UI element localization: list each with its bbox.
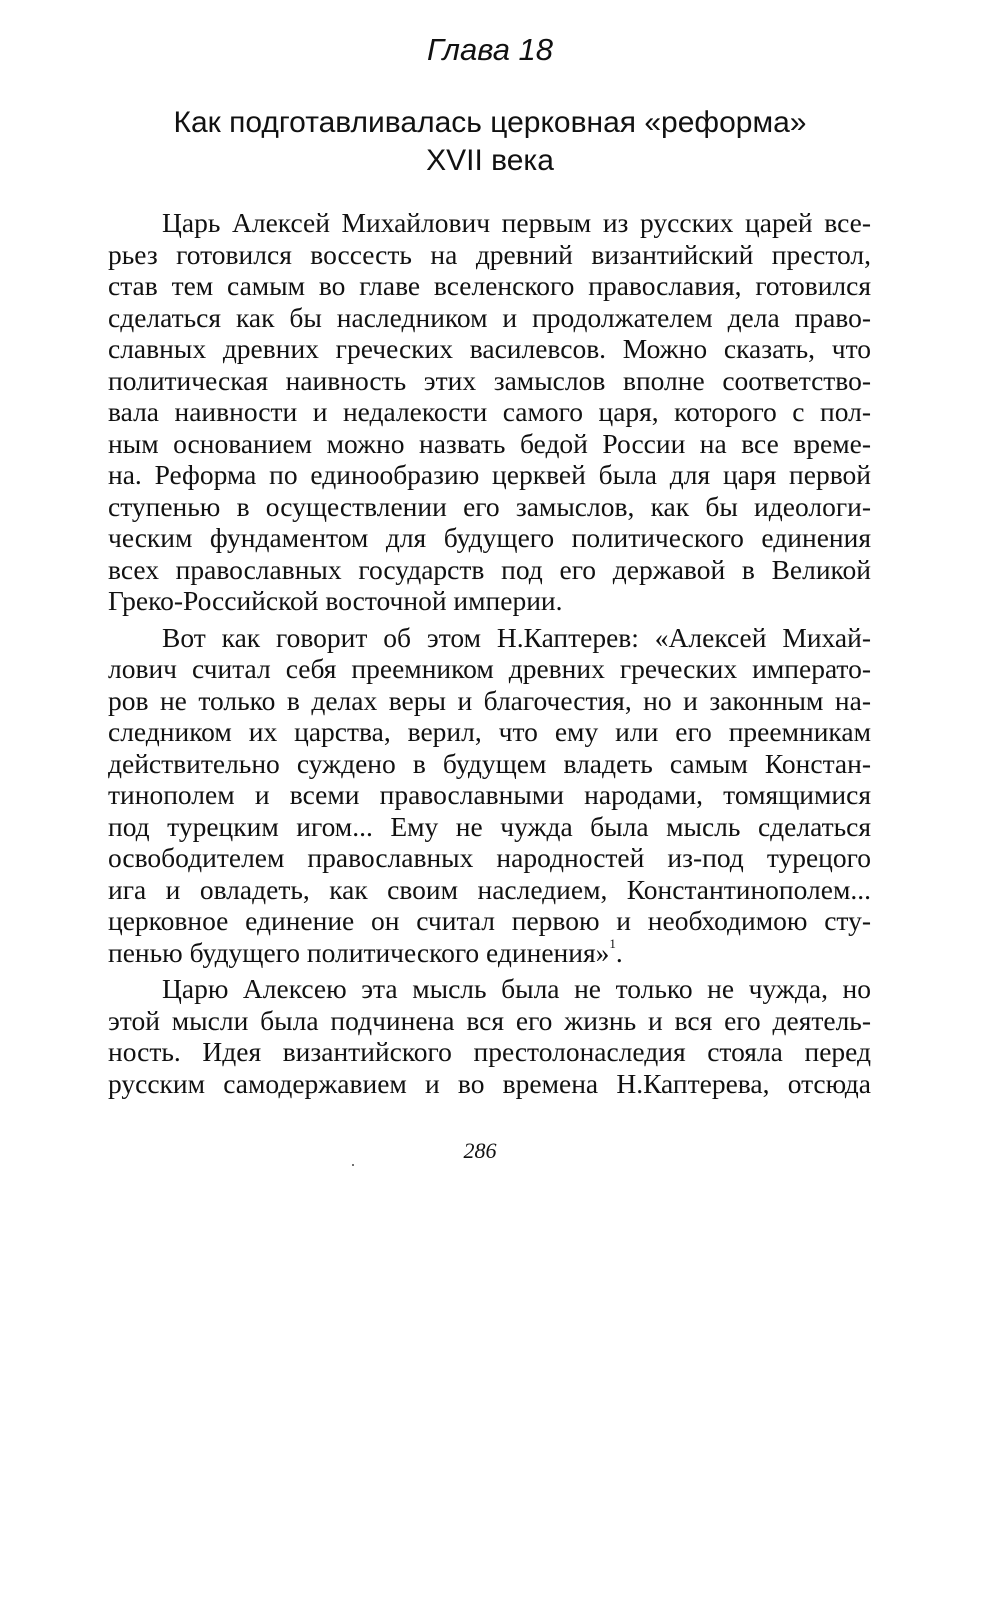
text-line: став тем самым во главе вселенского православия, готовился <box>108 270 871 301</box>
paragraph-3 <box>108 973 871 1099</box>
chapter-heading: Глава 18 <box>426 32 554 67</box>
text-line: политическая наивность этих замыслов вполне соответство- <box>108 364 871 396</box>
text-line: Греко-Российской восточной империи. <box>108 585 563 616</box>
text-line: ческим фундаментом для будущего политического единения <box>108 522 871 553</box>
paragraph-1 <box>108 207 871 617</box>
print-speck <box>352 1164 354 1166</box>
text-line: ступенью в осуществлении его замыслов, как бы идеологи- <box>108 490 871 522</box>
text-line: рьез готовился воссесть на древний византийский престол, <box>108 238 871 270</box>
text-line: освободителем православных народностей из-под турецого <box>108 842 871 873</box>
text-line: ига и овладеть, как своим наследием, Константинополем... <box>108 873 871 905</box>
text-line: всех православных государств под его державой в Великой <box>108 553 871 585</box>
paragraph-2 <box>108 622 871 969</box>
text-line: Вот как говорит об этом Н.Каптерев: «Алексей Михай- <box>162 621 871 653</box>
text-line: русским самодержавием и во времена Н.Каптерева, отсюда <box>108 1067 871 1099</box>
body-text <box>108 207 871 1104</box>
footnote-mark[interactable]: 1 <box>609 935 616 951</box>
text-line: этой мысли была подчинена вся его жизнь и вся его деятель- <box>108 1004 871 1036</box>
text-line: Царь Алексей Михайлович первым из русских царей все- <box>162 207 871 238</box>
chapter-title-line-2: XVII века <box>426 144 554 177</box>
text-line: сделаться как бы наследником и продолжателем дела право- <box>108 301 871 333</box>
text-line: под турецким игом... Ему не чужда была мысль сделаться <box>108 810 871 842</box>
text-line: ным основанием можно назвать бедой России на все време- <box>108 427 871 459</box>
text-line: тинополем и всеми православными народами, томящимися <box>108 779 871 810</box>
text-line: на. Реформа по единообразию церквей была для царя первой <box>108 459 871 490</box>
chapter-title-line-1: Как подготавливалась церковная «реформа» <box>173 106 807 139</box>
chapter-title <box>0 104 980 180</box>
text-line: славных древних греческих василевсов. Можно сказать, что <box>108 333 871 364</box>
text-line-with-footnote <box>108 937 871 969</box>
page-number: 286 <box>463 1138 497 1163</box>
text-line: церковное единение он считал первою и необходимою сту- <box>108 905 871 936</box>
text-line: вала наивности и недалекости самого царя, которого с пол- <box>108 396 871 427</box>
text-line: действительно суждено в будущем владеть самым Констан- <box>108 747 871 779</box>
footnote-tail: . <box>615 936 623 968</box>
text-line: Царю Алексею эта мысль была не только не чужда, но <box>162 973 871 1004</box>
text-line: ность. Идея византийского престолонаследия стояла перед <box>108 1036 871 1067</box>
text-line: ров не только в делах веры и благочестия, но и законным на- <box>108 684 871 716</box>
text-line: следником их царства, верил, что ему или его преемникам <box>108 716 871 747</box>
text-line: лович считал себя преемником древних греческих императо- <box>108 653 871 684</box>
text-line: пенью будущего политического единения» <box>108 936 610 968</box>
